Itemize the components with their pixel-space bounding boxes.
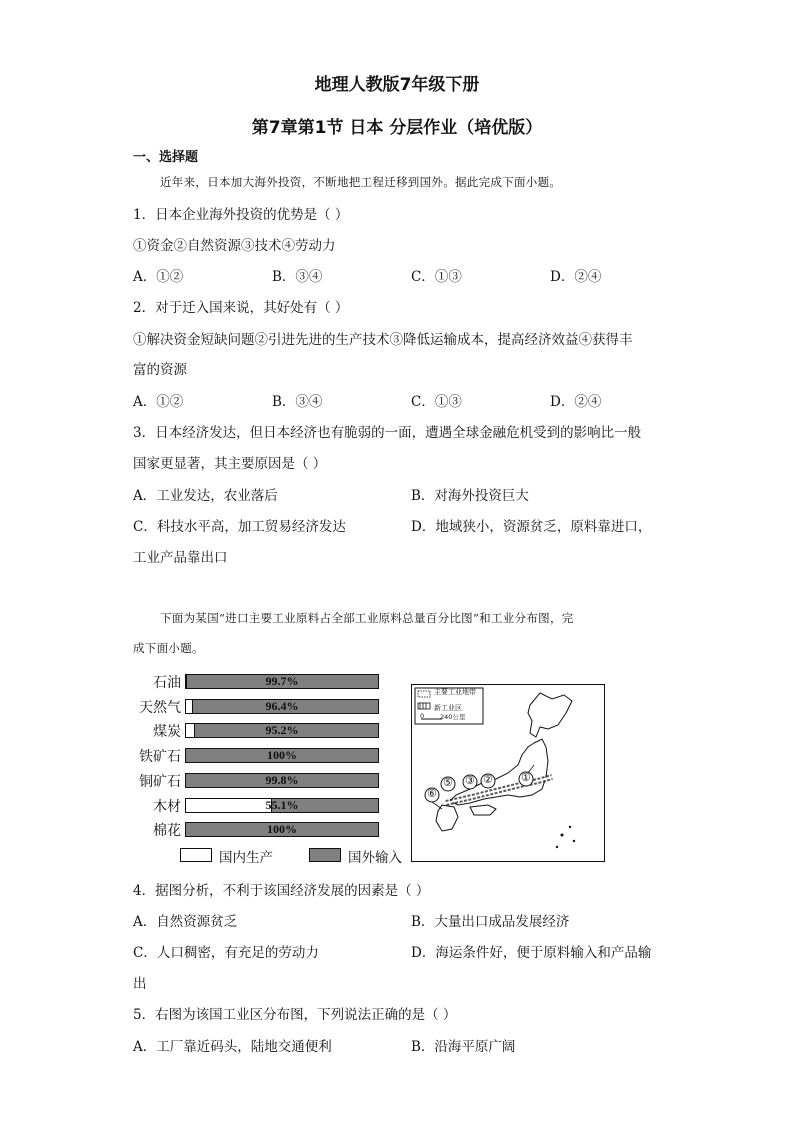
- map-marker-2-label: ②: [483, 773, 493, 786]
- bar-value-label: 100%: [267, 748, 297, 762]
- bar-category-label: 铜矿石: [139, 774, 181, 790]
- question-2-items-line2: 富的资源: [133, 362, 187, 378]
- question-1-stem: 1．日本企业海外投资的优势是（ ）: [133, 207, 349, 223]
- bar-track: [185, 699, 379, 714]
- question-4-option-d[interactable]: D．海运条件好，便于原料输入和产品输: [411, 945, 652, 961]
- bar-track: [185, 822, 379, 837]
- bar-category-label: 木材: [153, 799, 181, 815]
- question-4-option-a[interactable]: A．自然资源贫乏: [133, 914, 238, 930]
- question-2-stem: 2．对于迁入国来说，其好处有（ ）: [133, 300, 349, 316]
- question-3-option-d[interactable]: D．地域狭小，资源贫乏，原料靠进口，: [411, 519, 652, 535]
- bar-value-label: 95.2%: [265, 723, 299, 737]
- question-1-option-c[interactable]: C．①③: [411, 269, 462, 285]
- question-4-option-b[interactable]: B．大量出口成品发展经济: [411, 914, 570, 930]
- honshu-island: [450, 739, 548, 805]
- bar-value-label: 96.4%: [265, 699, 299, 713]
- map-marker-6-label: ⑥: [427, 787, 437, 800]
- question-2-option-a[interactable]: A．①②: [133, 394, 184, 410]
- bar-track: [185, 773, 379, 788]
- question-4-option-c[interactable]: C．人口稠密，有充足的劳动力: [133, 945, 319, 961]
- map-marker-5-label: ⑤: [443, 776, 453, 789]
- page-subtitle: 第7章第1节 日本 分层作业（培优版）: [251, 118, 543, 138]
- legend-label-domestic: 国内生产: [219, 850, 273, 866]
- legend-swatch-domestic: [180, 848, 212, 862]
- bar-category-label: 石油: [153, 675, 181, 691]
- bar-track: [185, 798, 379, 813]
- japan-industry-map: [411, 684, 605, 862]
- question-3-option-a[interactable]: A．工业发达，农业落后: [133, 488, 278, 504]
- bar-track: [185, 674, 379, 689]
- question-3-option-b[interactable]: B．对海外投资巨大: [411, 488, 529, 504]
- question-1-items: ①资金②自然资源③技术④劳动力: [133, 238, 336, 254]
- section-heading: 一、选择题: [133, 150, 199, 165]
- question-4-stem: 4．据图分析，不利于该国经济发展的因素是（ ）: [133, 883, 430, 899]
- intro-text-1: 近年来，日本加大海外投资，不断地把工程迁移到国外。据此完成下面小题。: [160, 175, 562, 189]
- bar-track: [185, 748, 379, 763]
- question-3-stem-line2: 国家更显著，其主要原因是（ ）: [133, 456, 327, 472]
- legend-swatch-imported: [309, 848, 341, 862]
- map-marker-1-label: ①: [521, 771, 531, 784]
- question-2-option-d[interactable]: D．②④: [550, 394, 602, 410]
- map-legend-belt-label: 主要工业地带: [434, 688, 476, 696]
- question-1-option-d[interactable]: D．②④: [550, 269, 602, 285]
- question-2-option-c[interactable]: C．①③: [411, 394, 462, 410]
- bar-value-label: 99.8%: [265, 773, 299, 787]
- question-1-option-b[interactable]: B．③④: [272, 269, 323, 285]
- question-2-items-line1: ①解决资金短缺问题②引进先进的生产技术③降低运输成本，提高经济效益④获得丰: [133, 332, 633, 348]
- intro-text-2-line2: 成下面小题。: [133, 641, 204, 655]
- question-5-option-b[interactable]: B．沿海平原广阔: [411, 1039, 516, 1055]
- question-3-option-d-cont: 工业产品靠出口: [133, 550, 228, 566]
- question-4-option-d-cont: 出: [133, 976, 147, 992]
- map-scale-label: 240公里: [440, 713, 466, 721]
- bar-track: [185, 723, 379, 738]
- bar-category-label: 天然气: [139, 700, 181, 716]
- bar-value-label: 99.7%: [265, 674, 299, 688]
- legend-label-imported: 国外输入: [348, 850, 402, 866]
- bar-value-label: 100%: [267, 822, 297, 836]
- bar-category-label: 棉花: [153, 823, 181, 839]
- intro-text-2-line1: 下面为某国“进口主要工业原料占全部工业原料总量百分比图”和工业分布图，完: [160, 611, 574, 625]
- hokkaido-island: [528, 693, 572, 737]
- question-2-option-b[interactable]: B．③④: [272, 394, 323, 410]
- question-5-stem: 5．右图为该国工业区分布图，下列说法正确的是（ ）: [133, 1007, 457, 1023]
- map-legend-belt-swatch: [418, 691, 430, 697]
- page-title: 地理人教版7年级下册: [314, 75, 480, 95]
- map-scale-zero: 0: [420, 712, 425, 720]
- bar-category-label: 煤炭: [153, 724, 181, 740]
- question-3-stem-line1: 3．日本经济发达，但日本经济也有脆弱的一面，遭遇全球金融危机受到的影响比一般: [133, 425, 642, 441]
- bar-value-label: 55.1%: [265, 798, 299, 812]
- question-1-option-a[interactable]: A．①②: [133, 269, 184, 285]
- bar-category-label: 铁矿石: [139, 749, 181, 765]
- map-legend-new-label: 新工业区: [434, 704, 462, 712]
- shikoku-island: [470, 805, 496, 815]
- map-marker-3-label: ③: [465, 774, 475, 787]
- kyushu-island: [436, 805, 458, 831]
- question-3-option-c[interactable]: C．科技水平高，加工贸易经济发达: [133, 519, 346, 535]
- question-5-option-a[interactable]: A．工厂靠近码头，陆地交通便利: [133, 1039, 332, 1055]
